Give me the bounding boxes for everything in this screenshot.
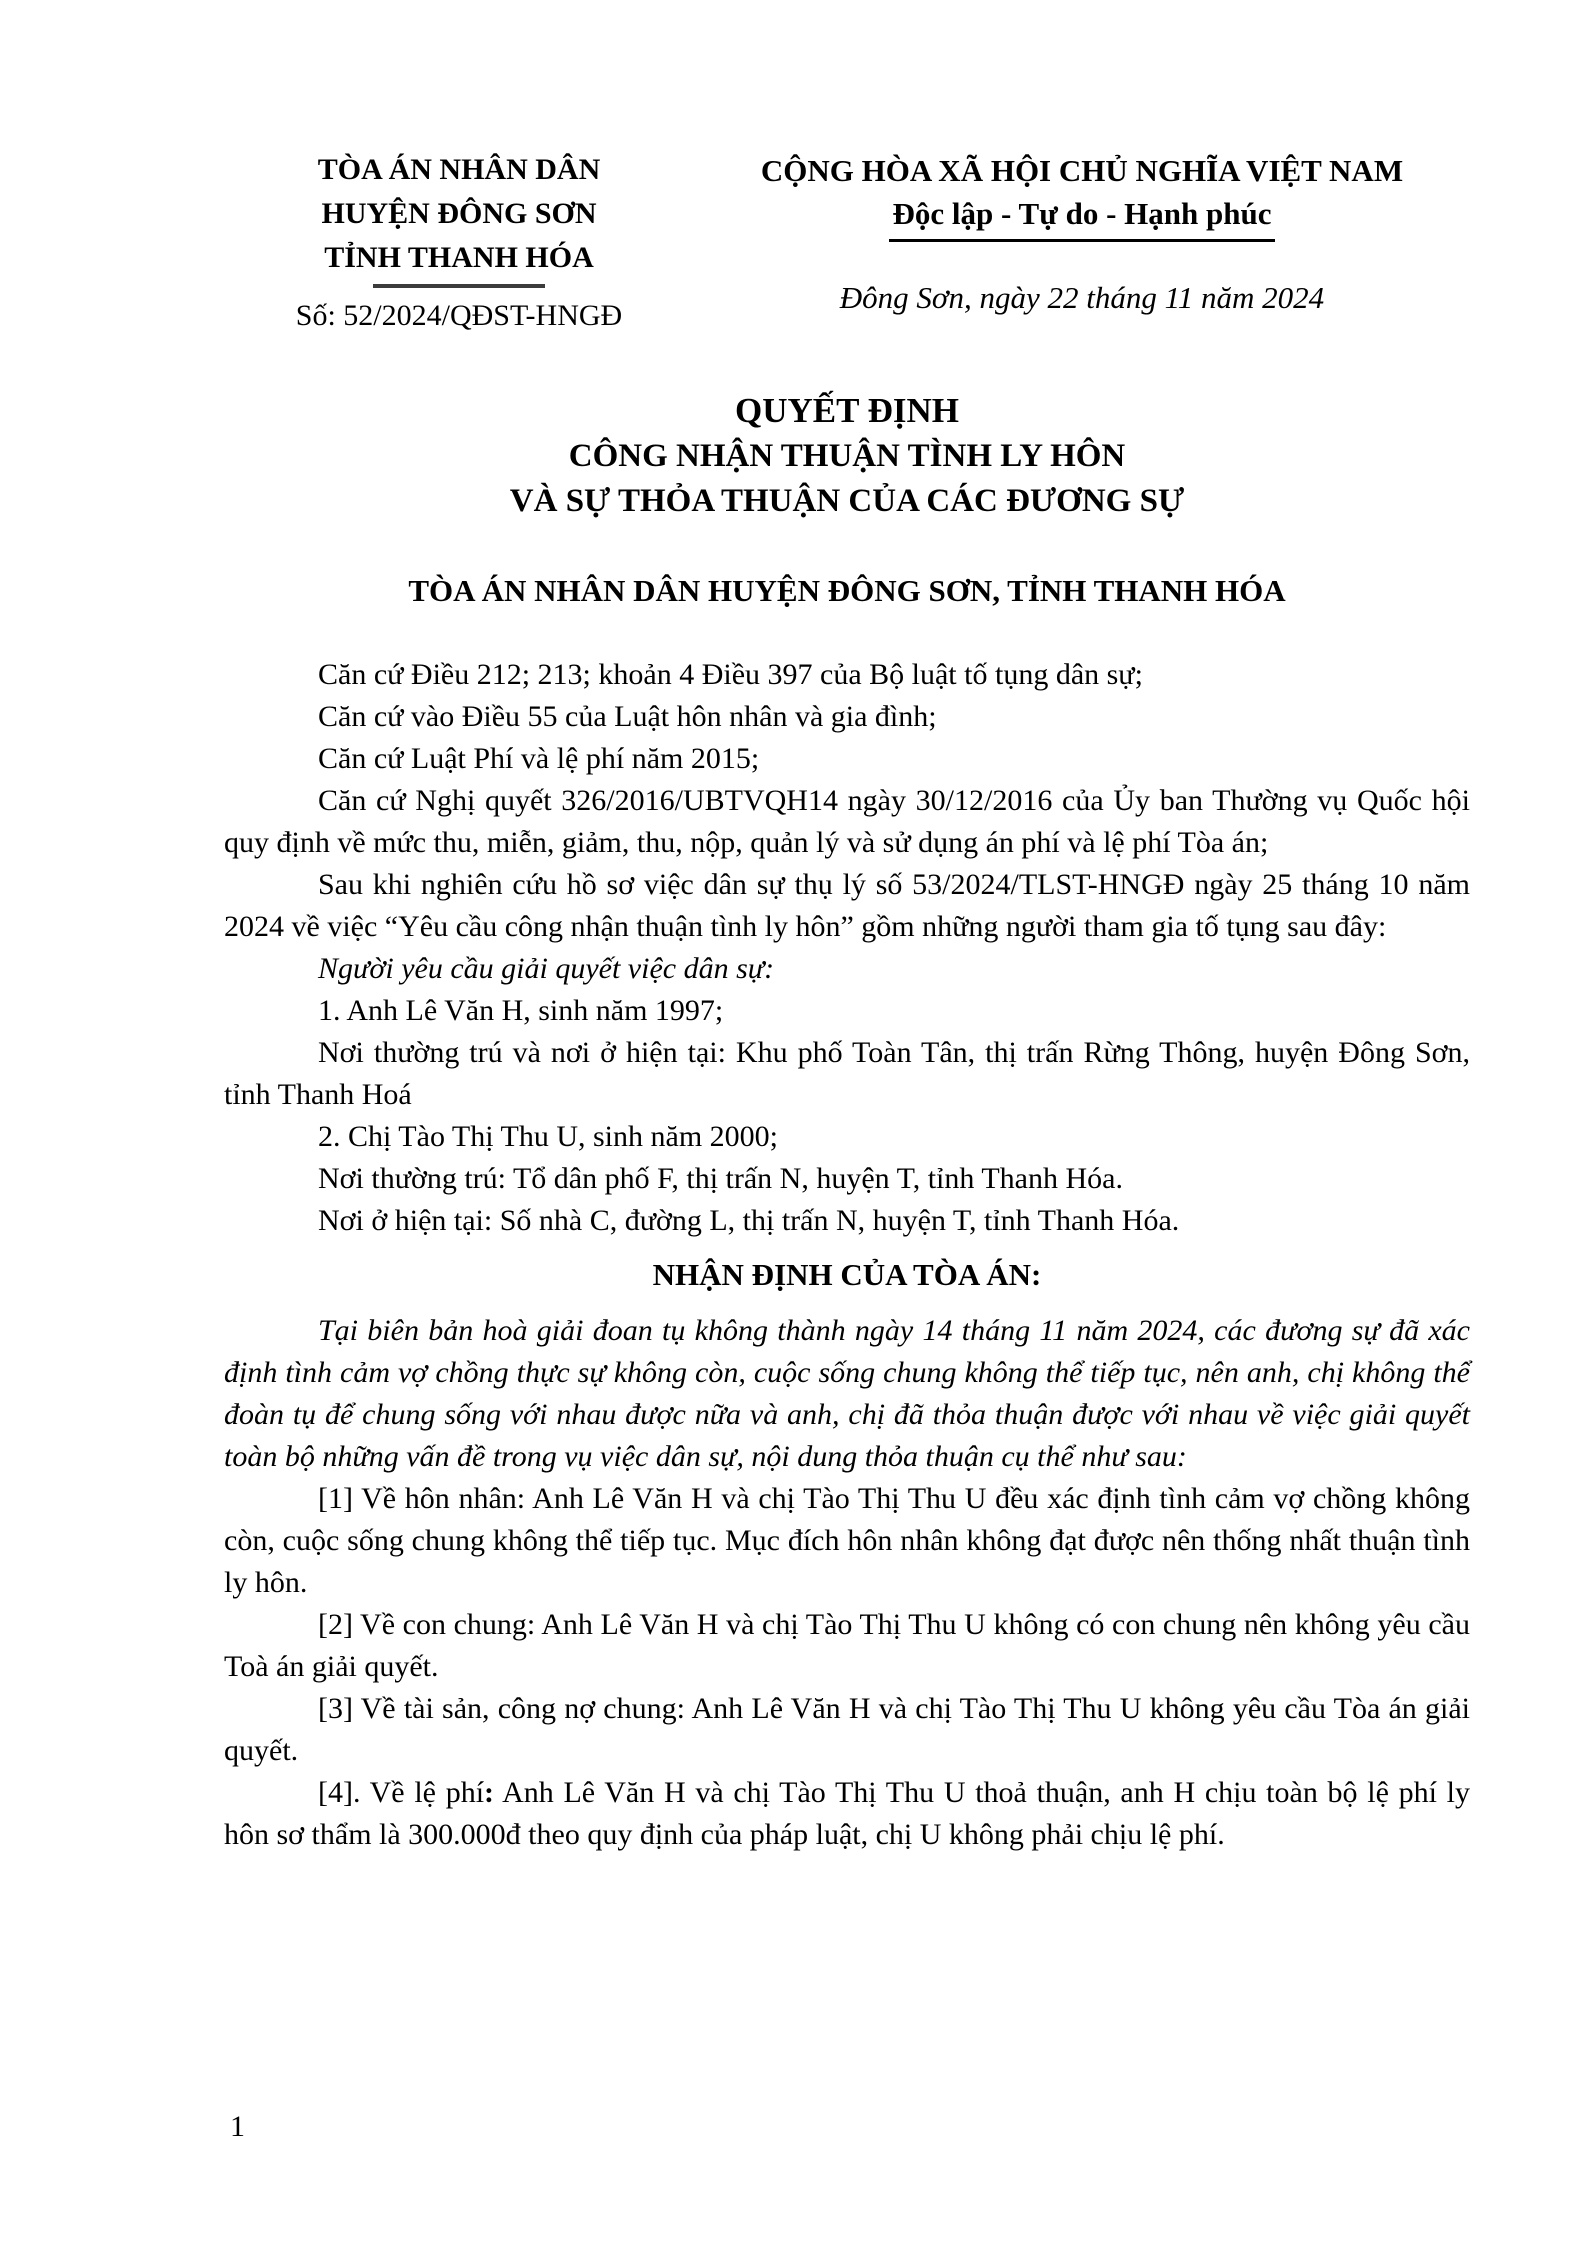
findings-heading: NHẬN ĐỊNH CỦA TÒA ÁN:	[652, 1257, 1042, 1292]
page-number: 1	[230, 2110, 245, 2143]
findings-intro-paragraph: Tại biên bản hoà giải đoan tụ không thành ngày 14 tháng 11 năm 2024, các đương sự đã xác định tình cảm vợ chồng thực sự không còn, cuộc sống chung không thể tiếp tục, nên anh, chị không thể đoàn tụ để chung sống với nhau được nữa và anh, chị đã thỏa thuận được với nhau về việc giải quyết toàn bộ những vấn đề trong vụ việc dân sự, nội dung thỏa thuận cụ thể như sau:	[224, 1314, 1470, 1473]
court-name-line1: TÒA ÁN NHÂN DÂN	[317, 153, 601, 186]
document-content	[224, 148, 1470, 1856]
document-body	[224, 654, 1470, 1856]
national-motto-row	[694, 194, 1470, 242]
place-date-line: Đông Sơn, ngày 22 tháng 11 năm 2024	[839, 280, 1325, 315]
court-name-underline	[373, 284, 545, 288]
issuing-court-block	[224, 148, 694, 338]
court-heading: TÒA ÁN NHÂN DÂN HUYỆN ĐÔNG SƠN, TỈNH THANH HÓA	[408, 573, 1286, 608]
court-name-line3: TỈNH THANH HÓA	[324, 241, 594, 274]
decision-title-block	[224, 388, 1470, 524]
decision-title-line2: CÔNG NHẬN THUẬN TÌNH LY HÔN	[568, 438, 1126, 474]
party2-name: 2. Chị Tào Thị Thu U, sinh năm 2000;	[318, 1120, 779, 1153]
legal-basis-paragraph-4: Căn cứ Nghị quyết 326/2016/UBTVQH14 ngày 30/12/2016 của Ủy ban Thường vụ Quốc hội quy định về mức thu, miễn, giảm, thu, nộp, quản lý và sử dụng án phí và lệ phí Tòa án;	[224, 784, 1470, 859]
national-header-block	[694, 148, 1470, 338]
finding-item-1: [1] Về hôn nhân: Anh Lê Văn H và chị Tào Thị Thu U đều xác định tình cảm vợ chồng không còn, cuộc sống chung không thể tiếp tục. Mục đích hôn nhân không đạt được nên thống nhất thuận tình ly hôn.	[224, 1482, 1470, 1599]
party1-address: Nơi thường trú và nơi ở hiện tại: Khu phố Toàn Tân, thị trấn Rừng Thông, huyện Đông Sơn, tỉnh Thanh Hoá	[224, 1036, 1470, 1111]
finding-item-2: [2] Về con chung: Anh Lê Văn H và chị Tào Thị Thu U không có con chung nên không yêu cầu Toà án giải quyết.	[224, 1608, 1470, 1683]
legal-basis-paragraph-1: Căn cứ Điều 212; 213; khoản 4 Điều 397 của Bộ luật tố tụng dân sự;	[318, 658, 1143, 691]
party1-name: 1. Anh Lê Văn H, sinh năm 1997;	[318, 994, 724, 1027]
document-number: Số: 52/2024/QĐST-HNGĐ	[295, 299, 623, 332]
national-title: CỘNG HÒA XÃ HỘI CHỦ NGHĨA VIỆT NAM	[760, 153, 1404, 188]
legal-basis-paragraph-3: Căn cứ Luật Phí và lệ phí năm 2015;	[318, 742, 760, 775]
finding-item-4	[224, 1772, 1470, 1856]
case-summary-paragraph: Sau khi nghiên cứu hồ sơ việc dân sự thụ lý số 53/2024/TLST-HNGĐ ngày 25 tháng 10 năm 2024 về việc “Yêu cầu công nhận thuận tình ly hôn” gồm những người tham gia tố tụng sau đây:	[224, 868, 1470, 943]
finding-item-4-colon: :	[484, 1776, 495, 1809]
party-role-label: Người yêu cầu giải quyết việc dân sự:	[318, 952, 775, 985]
national-motto: Độc lập - Tự do - Hạnh phúc	[889, 194, 1276, 242]
document-header	[224, 148, 1470, 338]
finding-item-4-text: Anh Lê Văn H và chị Tào Thị Thu U thoả thuận, anh H chịu toàn bộ lệ phí ly hôn sơ thẩm là 300.000đ theo quy định của pháp luật, chị U không phải chịu lệ phí.	[224, 1776, 1470, 1851]
finding-item-3: [3] Về tài sản, công nợ chung: Anh Lê Văn H và chị Tào Thị Thu U không yêu cầu Tòa án giải quyết.	[224, 1692, 1470, 1767]
decision-title-line1: QUYẾT ĐỊNH	[735, 391, 959, 430]
party2-residence: Nơi thường trú: Tổ dân phố F, thị trấn N, huyện T, tỉnh Thanh Hóa.	[318, 1162, 1123, 1195]
court-name-line2: HUYỆN ĐÔNG SƠN	[321, 197, 597, 230]
legal-basis-paragraph-2: Căn cứ vào Điều 55 của Luật hôn nhân và gia đình;	[318, 700, 937, 733]
party2-current-address: Nơi ở hiện tại: Số nhà C, đường L, thị trấn N, huyện T, tỉnh Thanh Hóa.	[318, 1204, 1180, 1237]
decision-title-line3: VÀ SỰ THỎA THUẬN CỦA CÁC ĐƯƠNG SỰ	[509, 483, 1185, 519]
finding-item-4-label: [4]. Về lệ phí	[318, 1776, 485, 1809]
